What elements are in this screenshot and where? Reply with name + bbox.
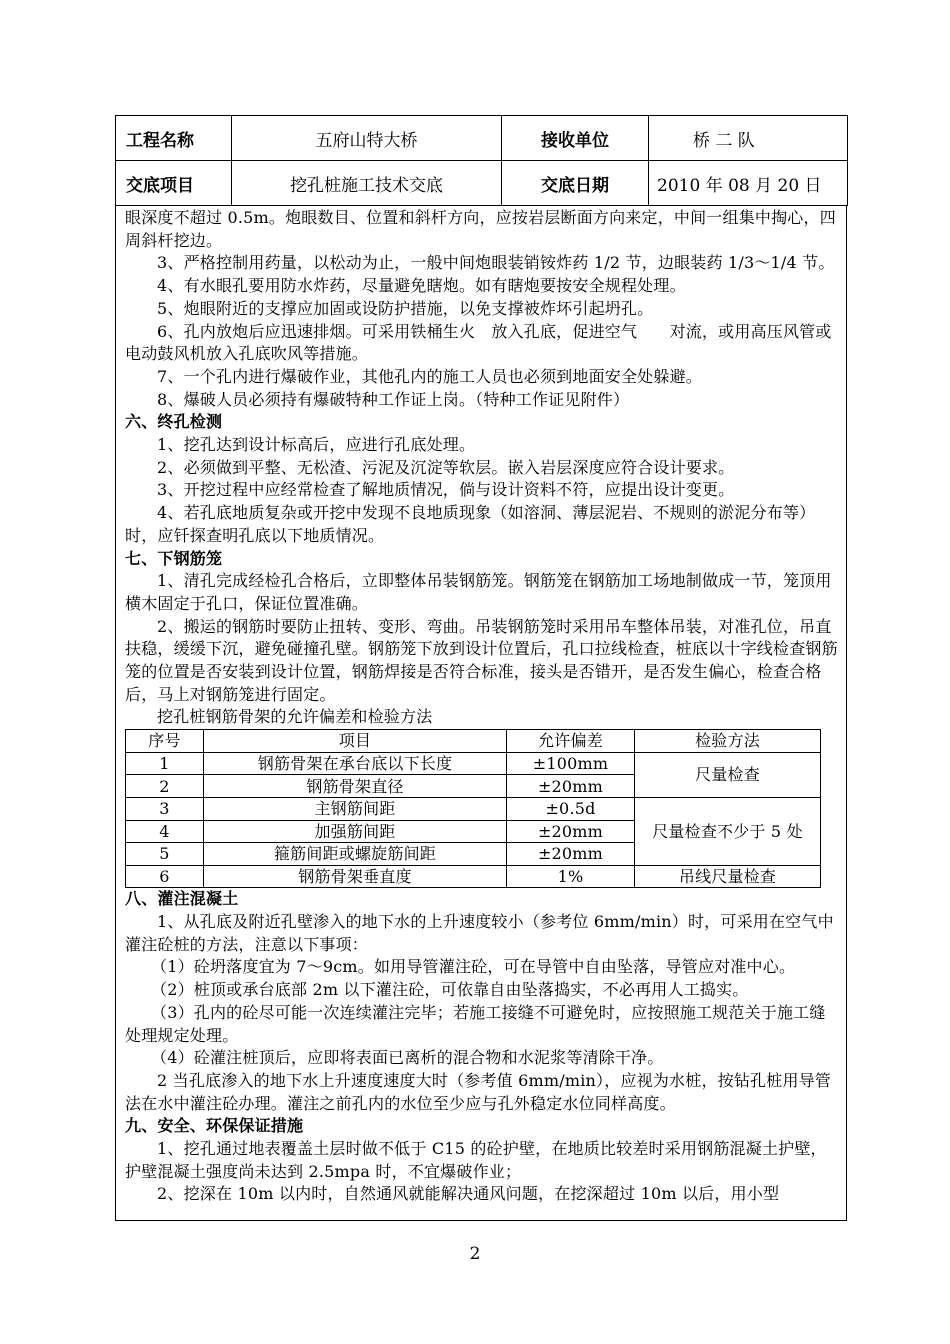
row-item: 主钢筋间距	[204, 797, 507, 820]
section-heading: 六、终孔检测	[125, 412, 223, 432]
row-number: 3	[126, 797, 204, 820]
date-label: 交底日期	[502, 161, 649, 206]
receiver-value: 桥 二 队	[649, 116, 848, 161]
table-row	[126, 797, 821, 820]
paragraph: 1、从孔底及附近孔壁渗入的地下水的上升速度较小（参考位 6mm/min）时，可采用在空气中灌注砼桩的方法，注意以下事项：	[125, 912, 834, 954]
paragraph: 眼深度不超过 0.5m。炮眼数目、位置和斜杆方向，应按岩层断面方向来定，中间一组集中掏心，四周斜杆挖边。	[125, 208, 836, 250]
row-item: 钢筋骨架在承台底以下长度	[204, 752, 507, 775]
paragraph: 1、挖孔达到设计标高后，应进行孔底处理。	[157, 435, 476, 455]
section-heading: 八、灌注混凝土	[125, 889, 239, 909]
receiver-label: 接收单位	[502, 116, 649, 161]
table-header-cell: 检验方法	[635, 730, 821, 753]
header-table	[115, 115, 848, 206]
paragraph: 1、挖孔通过地表覆盖土层时做不低于 C15 的砼护壁，在地质比较差时采用钢筋混凝土护壁，护壁混凝土强度尚未达到 2.5mpa 时，不宜爆破作业；	[125, 1139, 827, 1181]
paragraph: 6、孔内放炮后应迅速排烟。可采用铁桶生火 放入孔底，促进空气 对流，或用高压风管或电动鼓风机放入孔底吹风等措施。	[125, 321, 832, 364]
item-label: 交底项目	[116, 161, 232, 206]
row-number: 4	[126, 820, 204, 843]
row-method: 尺量检查	[635, 752, 821, 797]
project-name-value: 五府山特大桥	[232, 116, 502, 161]
paragraph: 4、有水眼孔要用防水炸药，尽量避免瞎炮。如有瞎炮要按安全规程处理。	[157, 276, 686, 296]
row-number: 1	[126, 752, 204, 775]
paragraph: 5、炮眼附近的支撑应加固或设防护措施，以免支撑被炸坏引起坍孔。	[157, 298, 654, 318]
paragraph: 2、挖深在 10m 以内时，自然通风就能解决通风问题，在挖深超过 10m 以后，用小型	[157, 1184, 780, 1204]
paragraph: 3、开挖过程中应经常检查了解地质情况，倘与设计资料不符，应提出设计变更。	[157, 480, 735, 500]
row-item: 钢筋骨架垂直度	[204, 865, 507, 888]
row-method: 尺量检查不少于 5 处	[635, 797, 821, 865]
paragraph: 2、必须做到平整、无松渣、污泥及沉淀等软层。嵌入岩层深度应符合设计要求。	[157, 457, 735, 477]
page-number: 2	[469, 1244, 481, 1264]
section-heading: 九、安全、环保保证措施	[125, 1116, 304, 1136]
paragraph: 8、爆破人员必须持有爆破特种工作证上岗。（特种工作证见附件）	[157, 389, 630, 409]
table-header-cell: 项目	[204, 730, 507, 753]
row-item: 加强筋间距	[204, 820, 507, 843]
row-tolerance: ±20mm	[507, 775, 635, 798]
project-name-label: 工程名称	[116, 116, 232, 161]
row-item: 钢筋骨架直径	[204, 775, 507, 798]
paragraph: （1）砼坍落度宜为 7～9cm。如用导管灌注砼，可在导管中自由坠落，导管应对准中心。	[151, 957, 796, 977]
row-method: 吊线尺量检查	[635, 865, 821, 888]
table-row	[126, 865, 821, 888]
paragraph: 3、严格控制用药量，以松动为止，一般中间炮眼装销铵炸药 1/2 节，边眼装药 1/3～1/4 节。	[157, 253, 835, 273]
tolerance-table	[125, 729, 821, 888]
paragraph: （4）砼灌注桩顶后，应即将表面已离析的混合物和水泥浆等清除干净。	[151, 1048, 664, 1068]
row-tolerance: ±0.5d	[507, 797, 635, 820]
row-item: 箍筋间距或螺旋筋间距	[204, 843, 507, 866]
section-heading: 七、下钢筋笼	[125, 548, 223, 568]
item-value: 挖孔桩施工技术交底	[232, 161, 502, 206]
paragraph: 2、搬运的钢筋时要防止扭转、变形、弯曲。吊装钢筋笼时采用吊车整体吊装，对准孔位，吊直扶稳，缓缓下沉，避免碰撞孔壁。钢筋笼下放到设计位置后，孔口拉线检查，桩底以十字线检查钢筋笼的位置是否安装到设计位置，钢筋焊接是否符合标准，接头是否错开，是否发生偏心，检查合格后，马上对钢筋笼进行固定。	[125, 616, 838, 704]
row-number: 2	[126, 775, 204, 798]
paragraph: 1、清孔完成经检孔合格后，立即整体吊装钢筋笼。钢筋笼在钢筋加工场地制做成一节，笼顶用横木固定于孔口，保证位置准确。	[125, 571, 832, 613]
row-tolerance: ±100mm	[507, 752, 635, 775]
row-tolerance: ±20mm	[507, 843, 635, 866]
paragraph: （3）孔内的砼尽可能一次连续灌注完毕；若施工接缝不可避免时，应按照施工规范关于施工缝处理规定处理。	[125, 1002, 826, 1045]
table-header-row	[126, 730, 821, 753]
table-header-cell: 序号	[126, 730, 204, 753]
paragraph: 4、若孔底地质复杂或开挖中发现不良地质现象（如溶洞、薄层泥岩、不规则的淤泥分布等）时，应钎探查明孔底以下地质情况。	[125, 503, 816, 545]
paragraph: 7、一个孔内进行爆破作业，其他孔内的施工人员也必须到地面安全处躲避。	[157, 366, 702, 386]
table-row	[126, 752, 821, 775]
row-number: 5	[126, 843, 204, 866]
row-tolerance: 1%	[507, 865, 635, 888]
table-caption: 挖孔桩钢筋骨架的允许偏差和检验方法	[157, 707, 433, 727]
content-box	[115, 206, 847, 1221]
date-value: 2010 年 08 月 20 日	[649, 161, 848, 206]
table-header-cell: 允许偏差	[507, 730, 635, 753]
paragraph: 2 当孔底渗入的地下水上升速度速度大时（参考值 6mm/min），应视为水桩，按钻孔桩用导管法在水中灌注砼办理。灌注之前孔内的水位至少应与孔外稳定水位同样高度。	[125, 1070, 832, 1113]
content-text	[125, 207, 838, 1206]
paragraph: （2）桩顶或承台底部 2m 以下灌注砼，可依靠自由坠落捣实，不必再用人工捣实。	[151, 980, 749, 1000]
row-tolerance: ±20mm	[507, 820, 635, 843]
row-number: 6	[126, 865, 204, 888]
